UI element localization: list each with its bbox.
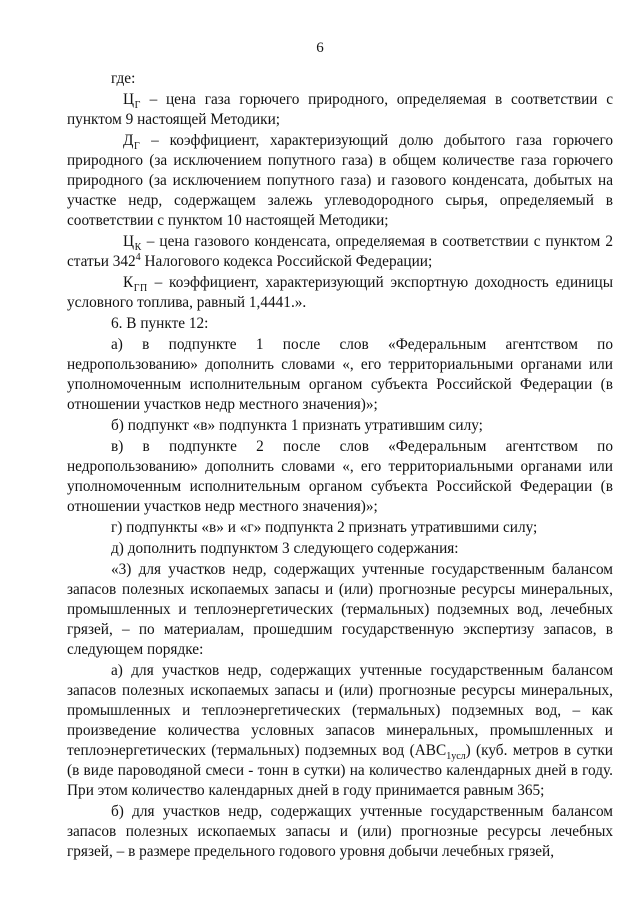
symbol-gas-share: $Д_Г$ bbox=[123, 132, 141, 153]
paragraph-definition-gas-share: $Д_Г$ – коэффициент, характеризующий долю добытого газа горючего природного (за исключением попутного газа) в общем количестве газа горючего природного (за исключением попутного газа) и газового конденсата, добытых на участке недр, содержащем залежь углеводородного сырья, определяемый в соответствии с пунктом 10 настоящей Методики; bbox=[67, 132, 613, 229]
paragraph-subitem-3b: б) для участков недр, содержащих учтенные государственным балансом запасов полезных ископаемых запасы и (или) прогнозные ресурсы лечебных грязей, – в размере предельного годового уровня добычи лечебных грязей, bbox=[67, 803, 613, 860]
paragraph-item-6v: в) в подпункте 2 после слов «Федеральным агентством по недропользованию» дополнить словами «, его территориальными органами или уполномоченным исполнительным органом субъекта Российской Федерации (в отношении участков недр местного значения)»; bbox=[67, 438, 613, 515]
paragraph-item-6b: б) подпункт «в» подпункта 1 признать утратившим силу; bbox=[111, 417, 483, 434]
paragraph-item-6: 6. В пункте 12: bbox=[111, 315, 209, 332]
paragraph-item-6a: а) в подпункте 1 после слов «Федеральным агентством по недропользованию» дополнить словами «, его территориальными органами или уполномоченным исполнительным органом субъекта Российской Федерации (в отношении участков недр местного значения)»; bbox=[67, 336, 613, 413]
paragraph-subitem-3a: а) для участков недр, содержащих учтенные государственным балансом запасов полезных ископаемых запасы и (или) прогнозные ресурсы минеральных, промышленных и теплоэнергетических (термальных) подземных вод, – как произведение количества условных запасов минеральных, промышленных и теплоэнергетических (термальных) подземных вод $(ABC_{1усл})$ (куб. метров в сутки (в виде пароводяной смеси - тонн в сутки) на количество календарных дней в году. При этом количество календарных дней в году принимается равным 365; bbox=[67, 662, 613, 799]
symbol-export-coefficient: $К_{ГП}$ bbox=[123, 274, 148, 295]
paragraph-definition-condensate-price: $Ц_К$ – цена газового конденсата, определяемая в соответствии с пунктом 2 статьи $342^4$ Налогового кодекса Российской Федерации; bbox=[67, 233, 613, 270]
document-body bbox=[67, 69, 613, 863]
paragraph-item-6d: д) дополнить подпунктом 3 следующего содержания: bbox=[111, 540, 459, 557]
paragraph-item-6g: г) подпункты «в» и «г» подпункта 2 признать утратившими силу; bbox=[111, 519, 538, 536]
paragraph-definition-gas-price: $Ц_Г$ – цена газа горючего природного, определяемая в соответствии с пунктом 9 настоящей Методики; bbox=[67, 91, 613, 128]
symbol-condensate-price: $Ц_К$ bbox=[123, 233, 142, 254]
paragraph-definition-export-coefficient: $К_{ГП}$ – коэффициент, характеризующий экспортную доходность единицы условного топлива, равный 1,4441.». bbox=[67, 274, 613, 311]
page-number: 6 bbox=[316, 40, 324, 56]
paragraph-subitem-3: «3) для участков недр, содержащих учтенные государственным балансом запасов полезных ископаемых запасы и (или) прогнозные ресурсы минеральных, промышленных и теплоэнергетических (термальных) подземных вод, лечебных грязей, – по материалам, прошедшим государственную экспертизу запасов, в следующем порядке: bbox=[67, 561, 613, 658]
paragraph-where: где: bbox=[111, 70, 136, 87]
symbol-gas-price: $Ц_Г$ bbox=[123, 91, 141, 112]
